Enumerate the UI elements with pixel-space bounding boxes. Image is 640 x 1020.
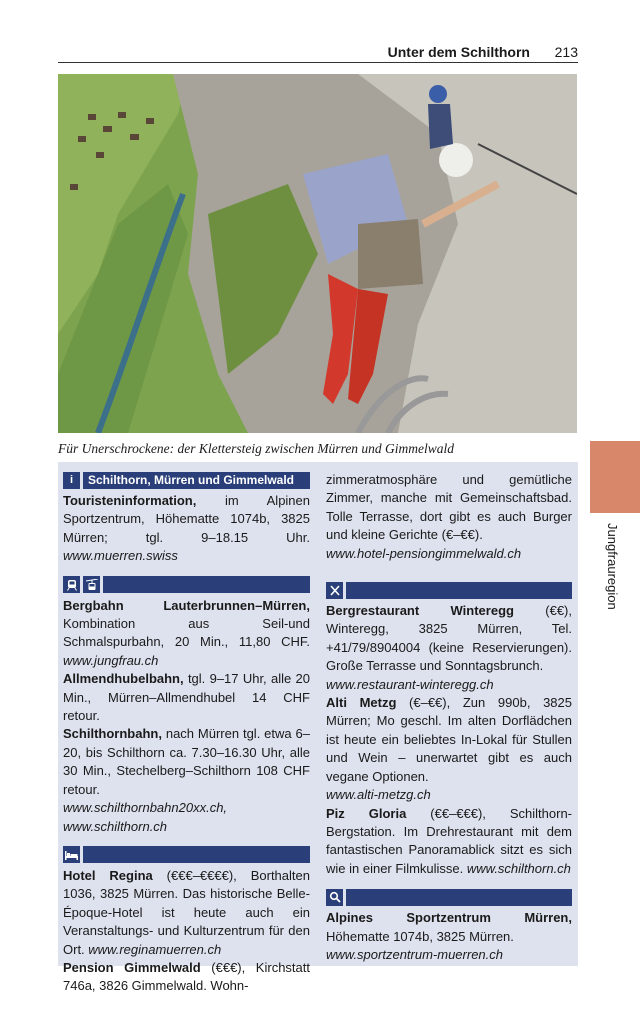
bed-icon <box>63 846 80 863</box>
link[interactable]: www.restaurant-winteregg.ch <box>326 676 494 692</box>
region-label: Jungfrauregion <box>605 523 620 610</box>
link[interactable]: www.schilthorn.ch <box>63 818 168 834</box>
tourist-info: Touristeninformation, im Alpinen Sportzentrum, Höhematte 1074b, 3825 Mürren; tgl. 9–18.15 Uhr. www.muerren.swiss <box>63 493 310 564</box>
link[interactable]: www.hotel-pensiongimmelwald.ch <box>326 545 522 561</box>
train-icon <box>63 576 80 593</box>
info-column-right <box>326 471 572 974</box>
running-header <box>58 44 578 62</box>
chapter-title: Unter dem Schilthorn <box>387 44 530 60</box>
hotel-entry-continued: zimmeratmosphäre und gemütliche Zimmer, manche mit Gemeinschaftsbad. Tolle Terrasse, dort gibt es auch Burger und kleine Gerichte (€–€€). www.hotel-pensiongimmelwald.ch <box>326 472 572 561</box>
transport-entry: Schilthornbahn, nach Mürren tgl. etwa 6–20, bis Schilthorn ca. 7.30–16.30 Uhr, alle 30 Min., Stechelberg–Schilthorn 108 CHF retour. www.schilthornbahn20xx.ch, www.schilthorn.ch <box>63 726 310 834</box>
magnifier-icon <box>326 889 343 906</box>
photo-caption: Für Unerschrockene: der Klettersteig zwischen Mürren und Gimmelwald <box>58 441 455 456</box>
hotel-section-header <box>63 846 310 864</box>
link[interactable]: www.schilthorn.ch <box>466 860 571 876</box>
transport-section-header <box>63 576 310 594</box>
section-heading: Schilthorn, Mürren und Gimmelwald <box>83 472 310 489</box>
link[interactable]: www.schilthornbahn20xx.ch, <box>63 800 228 816</box>
link[interactable]: www.reginamuerren.ch <box>88 941 222 957</box>
fork-knife-icon <box>326 582 343 599</box>
info-icon: i <box>63 472 80 489</box>
activity-section-header <box>326 888 572 906</box>
header-rule <box>58 62 578 63</box>
food-section-header <box>326 581 572 599</box>
hotel-entry: Hotel Regina (€€€–€€€€), Borthalten 1036, 3825 Mürren. Das historische Belle-Époque-Hotel ist heute auch ein Veranstaltungs- und Kulturzentrum für den Ort. www.reginamuerren.ch <box>63 867 310 957</box>
info-column-left <box>63 471 310 1006</box>
link[interactable]: www.muerren.swiss <box>63 548 178 564</box>
transport-entry: Allmendhubelbahn, tgl. 9–17 Uhr, alle 20 Min., Mürren–Allmendhubel 14 CHF retour. <box>63 671 310 724</box>
hotel-entry: Pension Gimmelwald (€€€), Kirchstatt 746a, 3826 Gimmelwald. Wohn- <box>63 959 310 994</box>
cable-car-icon <box>83 576 100 593</box>
link[interactable]: www.alti-metzg.ch <box>326 787 431 803</box>
transport-entry: Bergbahn Lauterbrunnen–Mürren, Kombination aus Seil-und Schmalspurbahn, 20 Min., 11,80 CHF. www.jungfrau.ch <box>63 597 310 668</box>
link[interactable]: www.sportzentrum-muerren.ch <box>326 946 503 962</box>
region-tab <box>590 441 640 513</box>
restaurant-entry: Alti Metzg (€–€€), Zun 990b, 3825 Mürren; Mo geschl. Im alten Dorflädchen ist heute ein beliebtes In-Lokal für Stullen und Wein – unerwartet gibt es auch vegane Optionen. www.alti-metzg.ch <box>326 695 572 803</box>
climbing-photo <box>58 74 577 433</box>
link[interactable]: www.jungfrau.ch <box>63 652 159 668</box>
activity-entry: Alpines Sportzentrum Mürren, Höhematte 1074b, 3825 Mürren. www.sportzentrum-muerren.ch <box>326 910 572 962</box>
restaurant-entry: Piz Gloria (€€–€€€), Schilthorn-Bergstation. Im Drehrestaurant mit dem fantastischen Panoramablick sitzt es sich wie in einer Filmkulisse. www.schilthorn.ch <box>326 805 573 876</box>
restaurant-entry: Bergrestaurant Winteregg (€€), Winteregg, 3825 Mürren, Tel. +41/79/8904004 (keine Reservierungen). Große Terrasse und Sonntagsbrunch. www.restaurant-winteregg.ch <box>326 603 572 692</box>
info-section-header <box>63 471 310 489</box>
page-number: 213 <box>554 44 578 60</box>
